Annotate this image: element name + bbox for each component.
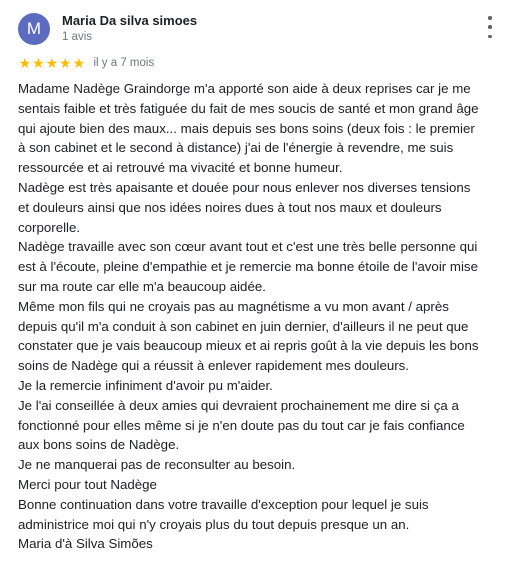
review-text-line: Je l'ai conseillée à deux amies qui devraient prochainement me dire si ça a <box>18 397 459 413</box>
review-text-line: sentais faible et très fatiguée du fait de mes soucis de santé et mon grand âge <box>18 100 479 116</box>
author-name[interactable]: Maria Da silva simoes <box>62 13 198 28</box>
star-icon: ★ <box>58 55 72 71</box>
review-text-line: Madame Nadège Graindorge m'a apporté son aide à deux reprises car je me <box>18 81 471 96</box>
review-text-line: fonctionné pour elles même si je n'en doute pas du tout car je fais confiance <box>18 417 465 433</box>
review-date: il y a 7 mois <box>93 57 155 69</box>
review-text <box>18 79 508 554</box>
star-rating <box>18 56 86 70</box>
review-text-line: ressourcée et ai retrouvé ma vivacité et bonne humeur. <box>18 160 343 176</box>
review-text-line: Même mon fils qui ne croyais pas au magnétisme a vu mon avant / après <box>18 298 449 314</box>
review-text-line: Bonne continuation dans votre travaille d'exception pour lequel je suis <box>18 496 429 512</box>
star-icon: ★ <box>18 55 32 71</box>
dot <box>488 25 492 29</box>
review-text-line: qui ajoute bien des maux... mais depuis ses bons soins (deux fois : le premier <box>18 120 475 136</box>
review-text-line: constater que je vais beaucoup mieux et ai repris goût à la vie depuis les bons <box>18 338 479 354</box>
review-text-line: corporelle. <box>18 219 81 235</box>
review-text-line: soins de Nadège qui a réussit à enlever rapidement mes douleurs. <box>18 358 410 374</box>
review-header <box>18 12 197 45</box>
author-meta <box>62 12 197 45</box>
review-text-line: Je la remercie infiniment d'avoir pu m'aider. <box>18 377 273 393</box>
dot <box>488 16 492 20</box>
review-text-line: aux bons soins de Nadège. <box>18 437 180 453</box>
dot <box>488 35 492 39</box>
review-text-line: et douleurs ainsi que nos idées noires dues à tout nos maux et douleurs <box>18 199 442 215</box>
star-icon: ★ <box>45 55 59 71</box>
review-count: 1 avis <box>62 31 93 43</box>
review-text-line: Merci pour tout Nadège <box>18 476 157 492</box>
review-text-line: depuis qu'il m'a conduit à son cabinet en juin dernier, d'ailleurs il ne peut que <box>18 318 469 334</box>
more-options-icon[interactable] <box>480 16 500 38</box>
review-text-line: à son cabinet et le second à distance) j'ai de l'énergie à revendre, me suis <box>18 140 454 156</box>
rating-row <box>18 56 154 70</box>
star-icon: ★ <box>72 55 86 71</box>
star-icon: ★ <box>31 55 45 71</box>
review-text-line: est à l'écoute, pleine d'empathie et je remercie ma bonne étoile de l'avoir mise <box>18 259 478 275</box>
review-text-line: Maria d'à Silva Simões <box>18 536 153 552</box>
review-text-line: sur ma route car elle m'a beaucoup aidée. <box>18 278 266 294</box>
review-text-line: Nadège travaille avec son cœur avant tout et c'est une très belle personne qui <box>18 239 478 255</box>
review-text-line: administrice moi qui n'y croyais plus du tout depuis presque un an. <box>18 516 410 532</box>
review-text-line: Nadège est très apaisante et douée pour nous enlever nos diverses tensions <box>18 179 471 195</box>
avatar[interactable]: M <box>18 13 50 45</box>
review-text-line: Je ne manquerai pas de reconsulter au besoin. <box>18 457 296 473</box>
